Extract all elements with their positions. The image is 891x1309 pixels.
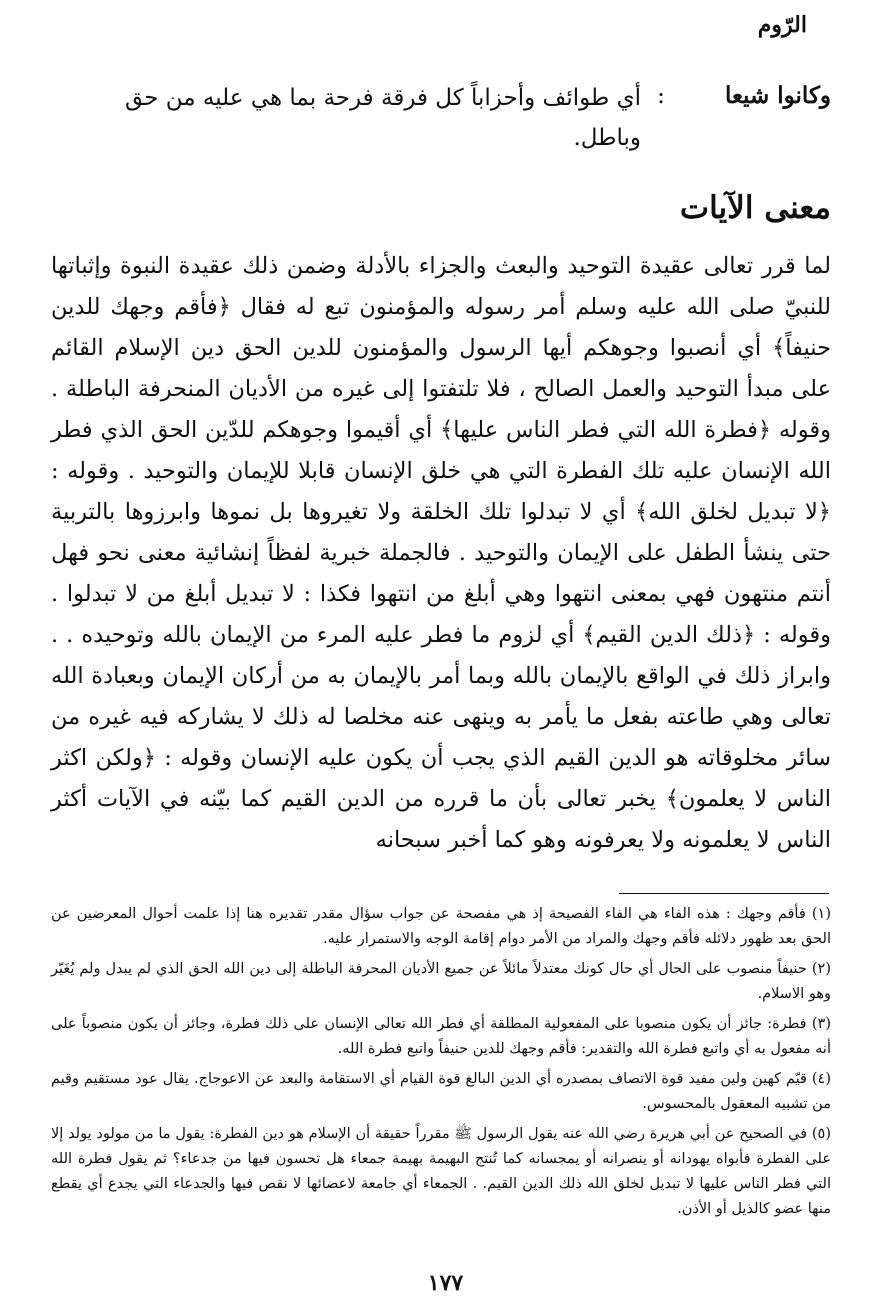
footnote-item: (٥) في الصحيح عن أبي هريرة رضي الله عنه يقول الرسول ﷺ مقرراً حقيقة أن الإسلام هو دين الفطرة: يقول ما من مولود يولد إلا على الفطرة فأبواه يهودانه أو ينصرانه أو يمجسانه كما تُنتج البهيمة بهيمة جمعاء هل تحسون فيها من جدعاء؟ ثم يقول فطرة الله التي فطر الناس عليها لا تبديل لخلق الله ذلك الدين القيم. . الجمعاء أي جامعة لاعضائها لا نقص فيها والجدعاء التي يجدع أي يقطع منها عضو كالذيل أو الأذن. — [51, 1126, 831, 1217]
commentary-paragraph: لما قرر تعالى عقيدة التوحيد والبعث والجزاء بالأدلة وضمن ذلك عقيدة النبوة وإثباتها للنبيّ صلى الله عليه وسلم أمر رسوله والمؤمنون تبع له فقال ﴿فأقم وجهك للدين حنيفاً﴾ أي أنصبوا وجوهكم أيها الرسول والمؤمنون للدين الحق دين الإسلام القائم على مبدأ التوحيد والعمل الصالح ، فلا تلتفتوا إلى غيره من الأديان المنحرفة الباطلة . وقوله ﴿فطرة الله التي فطر الناس عليها﴾ أي أقيموا وجوهكم للدّين الحق الذي فطر الله الإنسان عليه تلك الفطرة التي هي خلق الإنسان قابلا للإيمان والتوحيد . وقوله : ﴿لا تبديل لخلق الله﴾ أي لا تبدلوا تلك الخلقة ولا تغيروها بل نموها وابرزوها بالتربية حتى ينشأ الطفل على الإيمان والتوحيد . فالجملة خبرية لفظاً إنشائية معنى نحو فهل أنتم منتهون فهي بمعنى انتهوا وهي أبلغ من انتهوا فكذا : لا تبديل أبلغ من لا تبدلوا . وقوله : ﴿ذلك الدين القيم﴾ أي لزوم ما فطر عليه المرء من الإيمان بالله وتوحيده . . وابراز ذلك في الواقع بالإيمان بالله وبما أمر بالإيمان به من أركان الإيمان وبعبادة الله تعالى وهي طاعته بفعل ما يأمر به وينهى عنه مخلصا له ذلك لا يشاركه فيه غيره من سائر مخلوقاته هو الدين القيم الذي يجب أن يكون عليه الإنسان وقوله : ﴿ولكن اكثر الناس لا يعلمون﴾ يخبر تعالى بأن ما قرره من الدين القيم كما بيّنه في الآيات أكثر الناس لا يعلمونه ولا يعرفونه وهو كما أخبر سبحانه — [51, 253, 831, 853]
footnote-item: (١) فأقم وجهك : هذه الفاء هي الفاء الفصيحة إذ هي مفصحة عن جواب سؤال مقدر تقديره هنا إذا علمت أحوال المعرضين عن الحق بعد ظهور دلائله فأقم وجهك والمراد من الأمر دوام إقامة الوجه والاستمرار عليه. — [51, 906, 831, 947]
commentary-body — [51, 246, 831, 861]
footnote-divider — [619, 893, 829, 894]
vocabulary-entry — [61, 78, 831, 159]
page-number: ١٧٧ — [427, 1270, 464, 1296]
vocabulary-separator: : — [657, 83, 665, 109]
footnote-item: (٤) قيّم كهين ولين مفيد قوة الاتصاف بمصدره أي الدين البالغ قوة القيام أي الاستقامة والبعد عن الاعوجاج. يقال عود مستقيم وقيم من تشبيه المعقول بالمحسوس. — [51, 1071, 831, 1112]
vocabulary-term: وكانوا شيعا — [724, 82, 831, 109]
section-title: معنى الآيات — [679, 190, 831, 226]
footnotes-list — [51, 902, 831, 1227]
footnote-item: (٢) حنيفاً منصوب على الحال أي حال كونك معتدلاً مائلاً عن جميع الأديان المحرفة الباطلة إلى دين الله الحق الذي لم يبدل ولم يُغَيّر وهو الاسلام. — [51, 961, 831, 1002]
footnote-item: (٣) فطرة: جائز أن يكون منصوبا على المفعولية المطلقة أي فطر الله تعالى الإنسان على ذلك فطرة، وجائز أن يكون منصوباً على أنه مفعول به أي واتبع فطرة الله والتقدير: فأقم وجهك للدين حنيفاً واتبع فطرة الله. — [51, 1016, 831, 1057]
vocabulary-definition: أي طوائف وأحزاباً كل فرقة فرحة بما هي عليه من حق وباطل. — [125, 85, 641, 152]
running-head: الرّوم — [757, 12, 807, 38]
